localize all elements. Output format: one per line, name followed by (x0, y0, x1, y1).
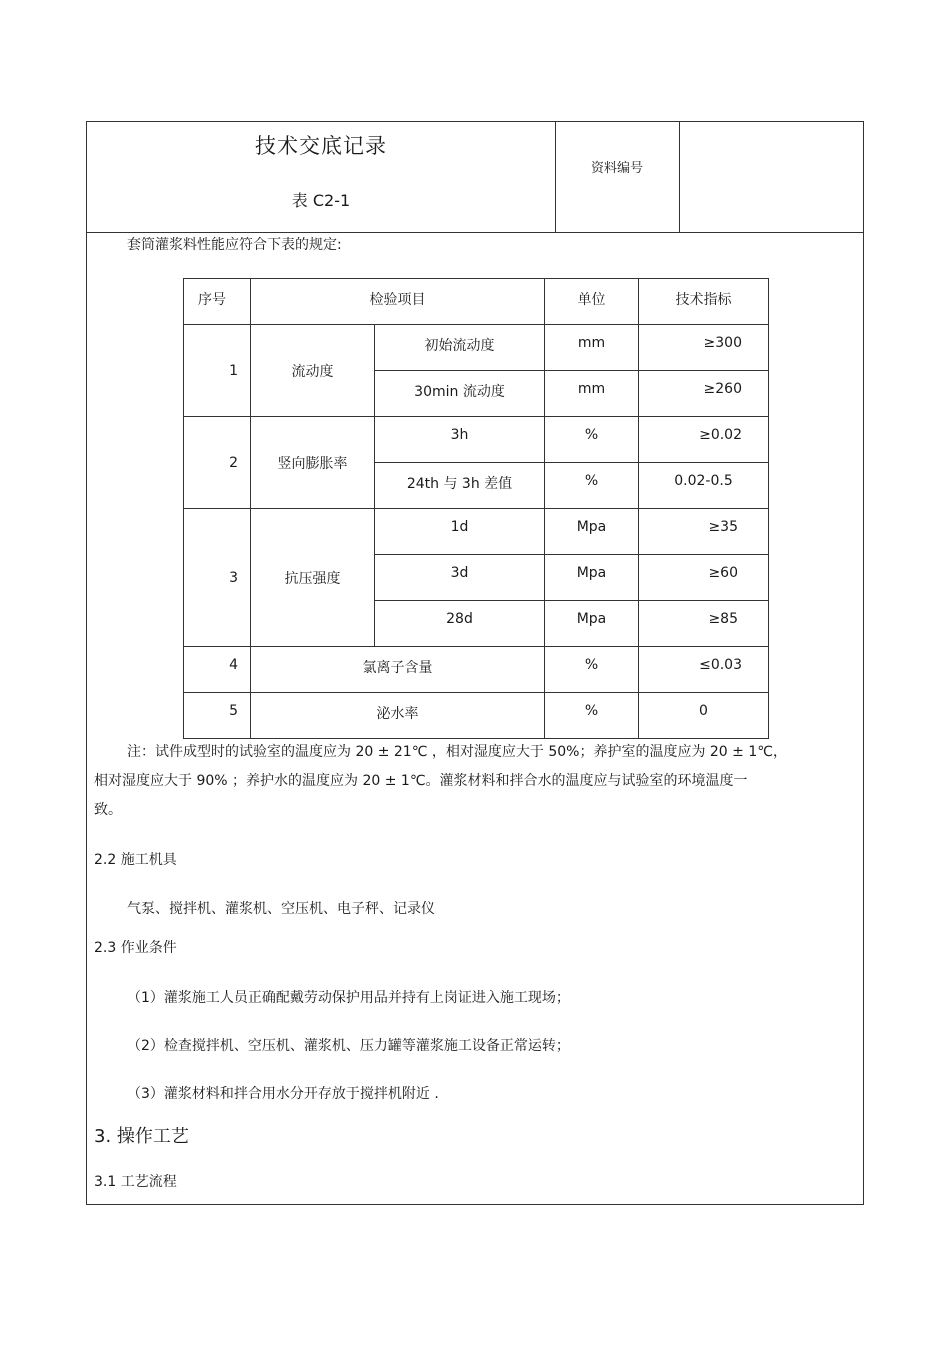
row-sub-item: 24th 与 3h 差值 (375, 463, 545, 509)
section-3-1-heading: 3.1 工艺流程 (94, 1174, 177, 1190)
doc-no-value-cell (680, 122, 863, 232)
section-3-heading: 3. 操作工艺 (94, 1126, 189, 1147)
doc-no-label: 资料编号 (590, 161, 643, 176)
row-no: 2 (184, 417, 251, 509)
form-code: 表 C2-1 (291, 191, 351, 210)
row-no: 1 (184, 325, 251, 417)
title-cell (87, 122, 556, 232)
intro-text: 套筒灌浆料性能应符合下表的规定: (127, 237, 342, 253)
row-value: ≤0.03 (639, 647, 769, 693)
row-unit: % (545, 693, 639, 739)
row-item: 泌水率 (251, 693, 545, 739)
row-item: 竖向膨胀率 (251, 417, 375, 509)
row-sub-item: 28d (375, 601, 545, 647)
note-line-2: 相对湿度应大于 90% ；养护水的温度应为 20 ± 1℃。灌浆材料和拌合水的温度应与试验室的环境温度一 (94, 773, 748, 789)
header-cell-item: 检验项目 (251, 279, 545, 325)
section-2-2-body: 气泵、搅拌机、灌浆机、空压机、电子秤、记录仪 (127, 901, 435, 917)
condition-item-3: （3）灌浆材料和拌合用水分开存放于搅拌机附近 . (127, 1086, 439, 1102)
row-value: ≥85 (639, 601, 769, 647)
table-row (184, 647, 769, 693)
header-cell-value: 技术指标 (639, 279, 769, 325)
row-unit: % (545, 647, 639, 693)
row-unit: mm (545, 325, 639, 371)
section-2-3-heading: 2.3 作业条件 (94, 940, 177, 956)
row-sub-item: 3h (375, 417, 545, 463)
document-title: 技术交底记录 (255, 134, 387, 158)
condition-item-1: （1）灌浆施工人员正确配戴劳动保护用品并持有上岗证进入施工现场； (127, 990, 570, 1006)
note-line-3: 致。 (94, 802, 122, 818)
row-unit: % (545, 463, 639, 509)
row-value: ≥60 (639, 555, 769, 601)
doc-no-label-cell (555, 122, 680, 232)
table-row (184, 509, 769, 555)
row-no: 3 (184, 509, 251, 647)
row-value: ≥0.02 (639, 417, 769, 463)
section-2-2-heading: 2.2 施工机具 (94, 852, 177, 868)
header-row (87, 122, 863, 233)
row-value: 0 (639, 693, 769, 739)
row-no: 5 (184, 693, 251, 739)
row-sub-item: 初始流动度 (375, 325, 545, 371)
row-sub-item: 3d (375, 555, 545, 601)
header-cell-unit: 单位 (545, 279, 639, 325)
row-sub-item: 30min 流动度 (375, 371, 545, 417)
row-value: ≥300 (639, 325, 769, 371)
table-row (184, 693, 769, 739)
row-unit: mm (545, 371, 639, 417)
condition-item-2: （2）检查搅拌机、空压机、灌浆机、压力罐等灌浆施工设备正常运转； (127, 1038, 570, 1054)
row-value: ≥35 (639, 509, 769, 555)
row-value: 0.02-0.5 (639, 463, 769, 509)
row-unit: Mpa (545, 555, 639, 601)
row-unit: % (545, 417, 639, 463)
note-line-1: 注：试件成型时的试验室的温度应为 20 ± 21℃ ，相对湿度应大于 50%；养护室的温度应为 20 ± 1℃， (127, 744, 787, 760)
header-cell-no: 序号 (184, 279, 251, 325)
spec-table (183, 278, 769, 739)
table-header-row (184, 279, 769, 325)
table-row (184, 325, 769, 371)
table-row (184, 417, 769, 463)
row-unit: Mpa (545, 601, 639, 647)
row-unit: Mpa (545, 509, 639, 555)
row-item: 流动度 (251, 325, 375, 417)
row-item: 抗压强度 (251, 509, 375, 647)
row-sub-item: 1d (375, 509, 545, 555)
row-item: 氯离子含量 (251, 647, 545, 693)
row-value: ≥260 (639, 371, 769, 417)
row-no: 4 (184, 647, 251, 693)
